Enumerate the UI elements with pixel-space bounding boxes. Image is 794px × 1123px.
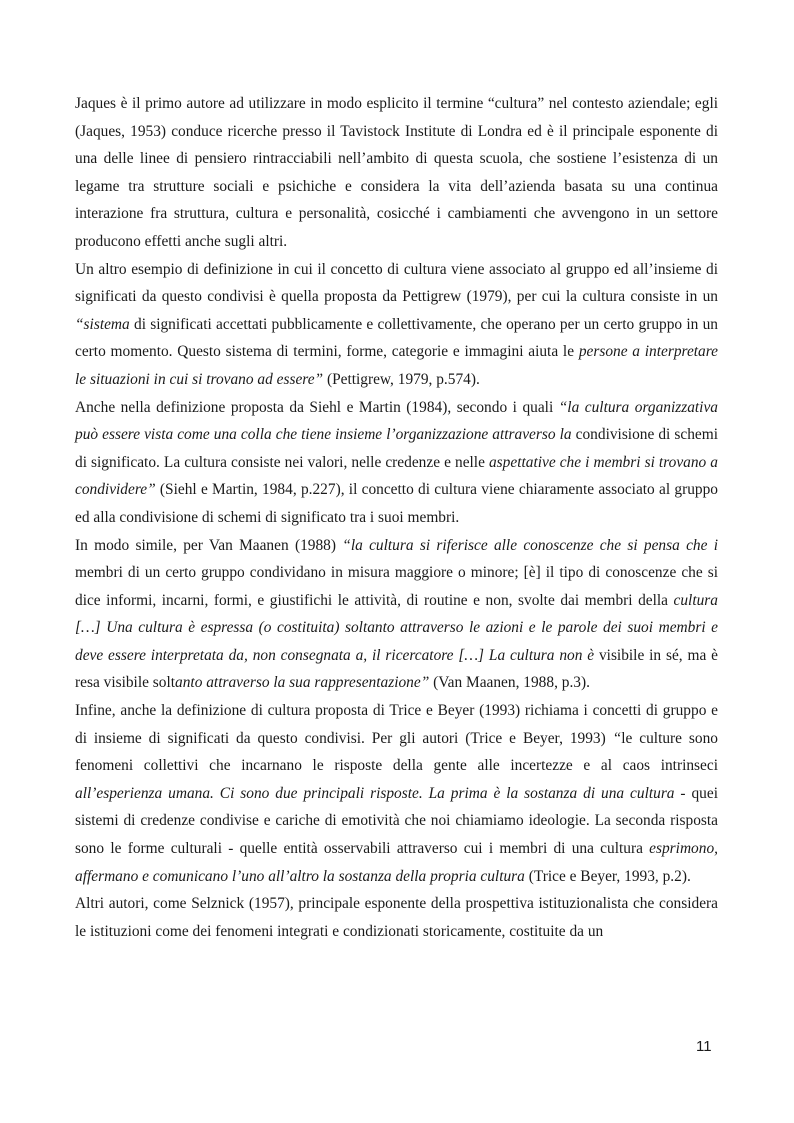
paragraph-2-run-3: di significati accettati pubblicamente e collettivamente, che operano per un certo gruppo in un certo momento. Questo sistema di termini, forme, categorie e immagini aiuta le (75, 315, 718, 361)
paragraph-2-run-1: Un altro esempio di definizione in cui il concetto di cultura viene associato al gruppo ed all’insieme di significati da questo condivisi è quella proposta da Pettigrew (1979), per cui la cultura consiste in un (75, 260, 718, 306)
paragraph-4-run-7: (Van Maanen, 1988, p.3). (429, 674, 590, 692)
paragraph-5-run-1: Infine, anche la definizione di cultura proposta di Trice e Beyer (1993) richiama i concetti di gruppo e di insieme di significati da questo condivisi. Per gli autori (Trice e Beyer, 1993) (75, 702, 718, 747)
paragraph-4-run-2: “la cultura si riferisce alle conoscenze che si pensa che i (342, 536, 718, 554)
paragraph-3-run-5: (Siehl e Martin, 1984, p.227), il concetto di cultura viene chiaramente associato al gruppo ed alla condivisione di schemi di significato tra i suoi membri. (75, 481, 718, 526)
paragraph-5-run-3: le culture sono fenomeni collettivi che incarnano le risposte della gente alle incertezze e al caos intrinseci (75, 729, 718, 775)
paragraph-5 (75, 697, 718, 890)
paragraph-3 (75, 394, 718, 532)
paragraph-5-run-7: (Trice e Beyer, 1993, p.2). (524, 867, 691, 885)
paragraph-6 (75, 890, 718, 945)
paragraph-4-run-4: cultura […] Una cultura è espressa (o costituita) soltanto attraverso le azioni e le parole dei suoi membri e deve essere interpretata da, non consegnata a, il ricercatore […] La cultura non è (75, 591, 718, 664)
paragraph-1-run-1: Jaques è il primo autore ad utilizzare in modo esplicito il termine “cultura” nel contesto aziendale; egli (Jaques, 1953) conduce ricerche presso il Tavistock Institute di Londra ed è il principale esponente di una delle linee di pensiero rintracciabili nell’ambito di questa scuola, che sostiene l’esistenza di un legame tra strutture sociali e psichiche e considera la vita dell’azienda basata su una continua interazione fra struttura, cultura e personalità, cosicché i cambiamenti che avvengono in un settore producono effetti anche sugli altri. (75, 95, 718, 250)
paragraph-3-run-2: “la cultura organizzativa può essere vista come una colla che tiene insieme l’organizzazione attraverso la (75, 398, 718, 444)
paragraph-2-run-5: (Pettigrew, 1979, p.574). (323, 370, 480, 388)
paragraph-4-run-5: visibile in sé, ma è resa visibile solt (75, 646, 718, 692)
paragraph-5-run-5: - quei sistemi di credenze condivise e cariche di emotività che noi chiamiamo ideologie. La seconda risposta sono le forme culturali - quelle entità osservabili attraverso cui i membri di una cultura (75, 784, 718, 858)
body-text (75, 90, 718, 945)
paragraph-4-run-1: In modo simile, per Van Maanen (1988) (75, 536, 343, 554)
paragraph-5-run-6: esprimono, affermano e comunicano l’uno all’altro la sostanza della propria cultura (75, 840, 718, 885)
paragraph-2-run-2: “sistema (75, 315, 130, 333)
paragraph-3-run-1: Anche nella definizione proposta da Siehl e Martin (1984), secondo i quali (75, 398, 559, 416)
paragraph-5-run-4: all’esperienza umana. Ci sono due principali risposte. La prima è la sostanza di una cultura (75, 784, 675, 802)
paragraph-1 (75, 90, 718, 256)
paragraph-4 (75, 532, 718, 698)
paragraph-6-run-1: Altri autori, come Selznick (1957), principale esponente della prospettiva istituzionalista che considera le istituzioni come dei fenomeni integrati e condizionati storicamente, costituite da un (75, 895, 718, 940)
paragraph-5-run-2: “ (612, 729, 622, 747)
paragraph-2-run-4: persone a interpretare le situazioni in cui si trovano ad essere” (75, 343, 718, 388)
paragraph-2 (75, 256, 718, 394)
paragraph-3-run-4: aspettative che i membri si trovano a condividere” (75, 453, 718, 499)
paragraph-4-run-3: membri di un certo gruppo condividano in misura maggiore o minore; [è] il tipo di conoscenze che si dice informi, incarni, formi, e giustifichi le attività, di routine e non, svolte dai membri della (75, 564, 718, 609)
paragraph-3-run-3: condivisione di schemi di significato. La cultura consiste nei valori, nelle credenze e nelle (75, 426, 718, 471)
page-number: 11 (696, 1038, 712, 1055)
paragraph-4-run-6: anto attraverso la sua rappresentazione” (175, 674, 430, 692)
